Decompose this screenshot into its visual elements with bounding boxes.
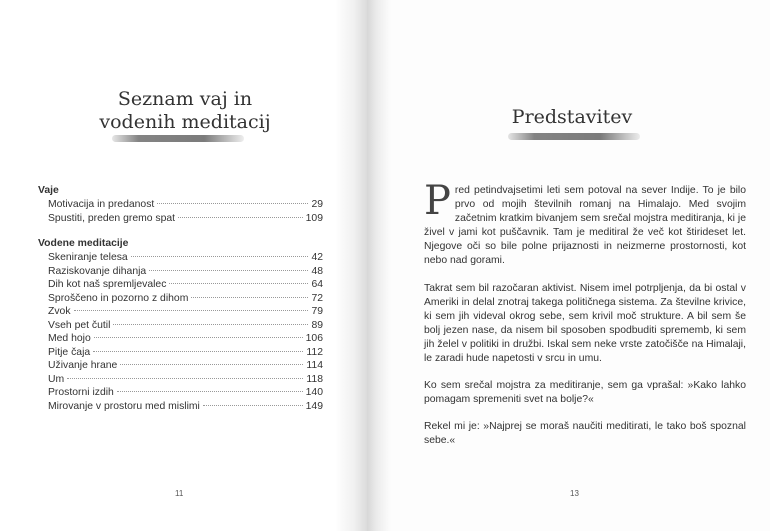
toc-entry-label: Sproščeno in pozorno z dihom <box>48 292 189 304</box>
toc-entry-label: Dih kot naš spremljevalec <box>48 279 167 290</box>
toc-entry-page: 149 <box>305 400 323 412</box>
toc-title-line1: Seznam vaj in <box>117 88 253 110</box>
toc-entry-label: Mirovanje v prostoru med mislimi <box>48 400 200 412</box>
toc-leader-dots <box>131 256 309 257</box>
gutter-shadow-right <box>367 0 391 531</box>
body-paragraph: Takrat sem bil razočaran aktivist. Nisem imel potrpljenja, da bi ostal v Ameriki in delal znotraj takega političnega sistema. Za številne krivice, ki sem jih videval okrog sebe, sem krivil moč strukture. A bil sem še bolj jezen nase, da nisem bil sposoben spodbuditi sprememb, ki sem jih želel v politiki in družbi. Iskal sem neke vrste zatočišče na Himalaji, le zaradi hude napetosti v srcu in umu. <box>424 282 746 365</box>
toc-section-heading: Vodene meditacije <box>38 238 129 249</box>
body-paragraph: Ko sem srečal mojstra za meditiranje, sem ga vprašal: »Kako lahko pomagam spremeniti svet na bolje?« <box>424 380 746 406</box>
toc-entry-page: 48 <box>311 265 323 277</box>
table-of-contents <box>38 184 323 413</box>
toc-leader-dots <box>149 270 308 271</box>
toc-entry <box>38 359 323 373</box>
toc-leader-dots <box>117 391 303 392</box>
toc-entry-label: Zvok <box>48 306 71 317</box>
brush-stroke-decoration <box>508 133 640 140</box>
toc-entry <box>38 251 323 265</box>
toc-leader-dots <box>203 405 303 406</box>
toc-entry-page: 114 <box>306 360 323 371</box>
toc-entry <box>38 386 323 400</box>
toc-entry <box>38 346 323 360</box>
toc-entry <box>38 198 323 212</box>
brush-stroke-decoration <box>112 135 244 142</box>
toc-title-line2: vodenih meditacij <box>99 111 271 133</box>
toc-entry-label: Vseh pet čutil <box>48 319 111 331</box>
toc-entry <box>38 319 323 333</box>
toc-leader-dots <box>93 351 303 352</box>
chapter-title: Predstavitev <box>511 106 633 128</box>
toc-leader-dots <box>157 203 308 204</box>
toc-entry-label: Spustiti, preden gremo spat <box>48 212 176 224</box>
toc-entry <box>38 292 323 306</box>
toc-entry <box>38 278 323 292</box>
toc-entry-page: 106 <box>305 333 323 344</box>
toc-entry-label: Uživanje hrane <box>48 360 118 371</box>
paragraph-text: red petindvajsetimi leti sem potoval na sever Indije. To je bilo prvo od mojih številnih romanj na Himalajo. Med svojim začetnim kratkim bivanjem sem srečal mojstra meditiranja, ki je živel v jami kot puščavnik. Tam je meditiral že več kot štirideset let. Njegove oči so bile polne prijaznosti in neizmerne prostornosti, kot nebo nad gorami. <box>424 185 746 267</box>
toc-entry-page: 72 <box>311 292 323 304</box>
toc-entry <box>38 373 323 387</box>
page-number-right: 13 <box>570 489 579 498</box>
toc-entry-page: 118 <box>306 373 323 385</box>
toc-entry-page: 112 <box>306 346 323 358</box>
toc-entry-label: Raziskovanje dihanja <box>48 265 147 277</box>
toc-entry <box>38 400 323 414</box>
chapter-body <box>424 178 746 462</box>
toc-entry-label: Prostorni izdih <box>48 387 114 398</box>
drop-cap: P <box>424 178 451 224</box>
toc-entry-page: 89 <box>311 319 323 331</box>
gutter-shadow-left <box>335 0 367 531</box>
toc-leader-dots <box>94 337 303 338</box>
toc-entry <box>38 305 323 319</box>
toc-entry-page: 79 <box>311 306 323 317</box>
toc-entry-label: Skeniranje telesa <box>48 252 128 263</box>
toc-entry-page: 42 <box>311 252 323 263</box>
toc-leader-dots <box>113 324 308 325</box>
toc-leader-dots <box>74 310 309 311</box>
body-paragraph: Rekel mi je: »Najprej se moraš naučiti meditirati, le tako boš spoznal sebe.« <box>424 421 746 447</box>
toc-leader-dots <box>67 378 303 379</box>
toc-entry-page: 64 <box>311 279 323 290</box>
toc-entry <box>38 332 323 346</box>
toc-entry-label: Motivacija in predanost <box>48 199 155 210</box>
toc-entry-page: 109 <box>305 212 323 224</box>
page-number-left: 11 <box>175 489 184 498</box>
toc-title <box>60 88 310 134</box>
toc-entry <box>38 265 323 279</box>
toc-entry-page: 140 <box>305 387 323 398</box>
body-paragraph <box>424 178 746 269</box>
toc-leader-dots <box>169 283 308 284</box>
toc-entry <box>38 212 323 226</box>
toc-leader-dots <box>120 364 303 365</box>
toc-entry-label: Pitje čaja <box>48 346 91 358</box>
toc-section-heading: Vaje <box>38 185 59 196</box>
toc-leader-dots <box>178 217 303 218</box>
toc-entry-label: Med hojo <box>48 333 91 344</box>
toc-leader-dots <box>191 297 308 298</box>
toc-entry-page: 29 <box>311 199 323 210</box>
toc-entry-label: Um <box>48 373 65 385</box>
